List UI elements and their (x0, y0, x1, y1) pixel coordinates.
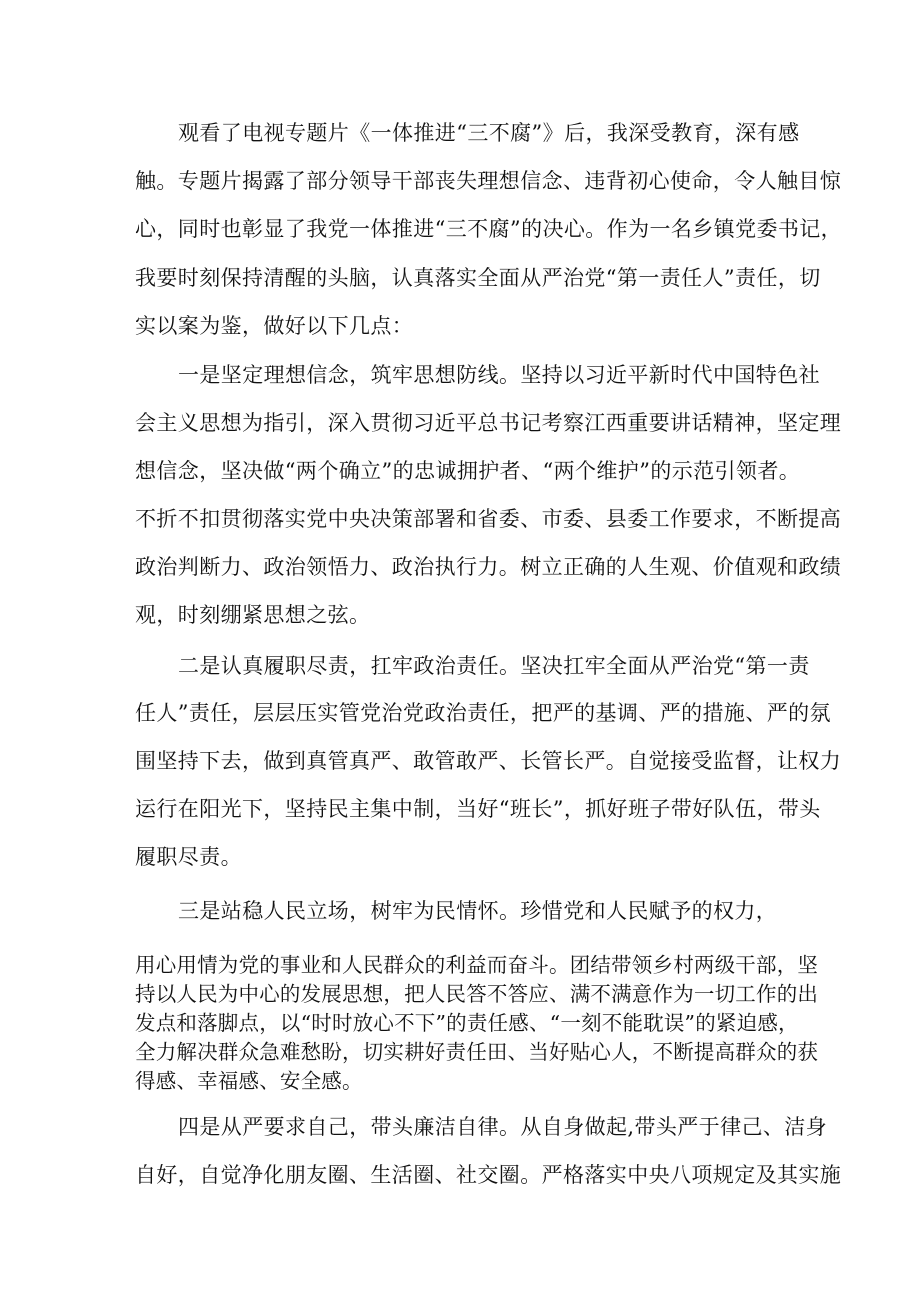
text-line: 自好，自觉净化朋友圈、生活圈、社交圈。严格落实中央八项规定及其实施 (135, 1163, 842, 1187)
text-line: 二是认真履职尽责，扛牢政治责任。坚决扛牢全面从严治党“第一责 (178, 654, 810, 678)
text-line: 会主义思想为指引，深入贯彻习近平总书记考察江西重要讲话精神，坚定理 (135, 411, 842, 435)
text-line: 我要时刻保持清醒的头脑，认真落实全面从严治党“第一责任人”责任，切 (135, 266, 821, 290)
text-line: 用心用情为党的事业和人民群众的利益而奋斗。团结带领乡村两级干部，坚 (135, 953, 819, 977)
text-line: 政治判断力、政治领悟力、政治执行力。树立正确的人生观、价值观和政绩 (135, 555, 842, 579)
text-line: 想信念，坚决做“两个确立”的忠诚拥护者、“两个维护”的示范引领者。 (135, 459, 801, 483)
text-line: 三是站稳人民立场，树牢为民情怀。珍惜党和人民赋予的权力， (178, 899, 778, 923)
text-line: 心，同时也彰显了我党一体推进“三不腐”的决心。作为一名乡镇党委书记， (135, 217, 843, 241)
text-line: 不折不扣贯彻落实党中央决策部署和省委、市委、县委工作要求，不断提高 (135, 507, 842, 531)
text-line: 观，时刻绷紧思想之弦。 (135, 603, 371, 627)
text-line: 全力解决群众急难愁盼，切实耕好责任田、当好贴心人，不断提高群众的获 (135, 1040, 819, 1064)
text-line: 观看了电视专题片《一体推进“三不腐”》后，我深受教育，深有感 (178, 121, 800, 145)
text-line: 围坚持下去，做到真管真严、敢管敢严、长管长严。自觉接受监督，让权力 (135, 749, 842, 773)
text-line: 得感、幸福感、安全感。 (135, 1069, 363, 1093)
text-line: 一是坚定理想信念，筑牢思想防线。坚持以习近平新时代中国特色社 (178, 363, 820, 387)
text-line: 履职尽责。 (135, 845, 242, 869)
text-line: 实以案为鉴，做好以下几点： (135, 314, 414, 338)
text-line: 任人”责任，层层压实管党治党政治责任，把严的基调、严的措施、严的氛 (135, 701, 831, 725)
text-line: 运行在阳光下，坚持民主集中制，当好“班长”，抓好班子带好队伍，带头 (135, 797, 821, 821)
text-line: 持以人民为中心的发展思想，把人民答不答应、满不满意作为一切工作的出 (135, 982, 819, 1006)
text-line: 四是从严要求自己，带头廉洁自律。从自身做起,带头严于律己、洁身 (178, 1115, 828, 1139)
text-line: 发点和落脚点，以“时时放心不下”的责任感、“一刻不能耽误”的紧迫感， (135, 1011, 799, 1035)
text-line: 触。专题片揭露了部分领导干部丧失理想信念、违背初心使命，令人触目惊 (135, 169, 842, 193)
